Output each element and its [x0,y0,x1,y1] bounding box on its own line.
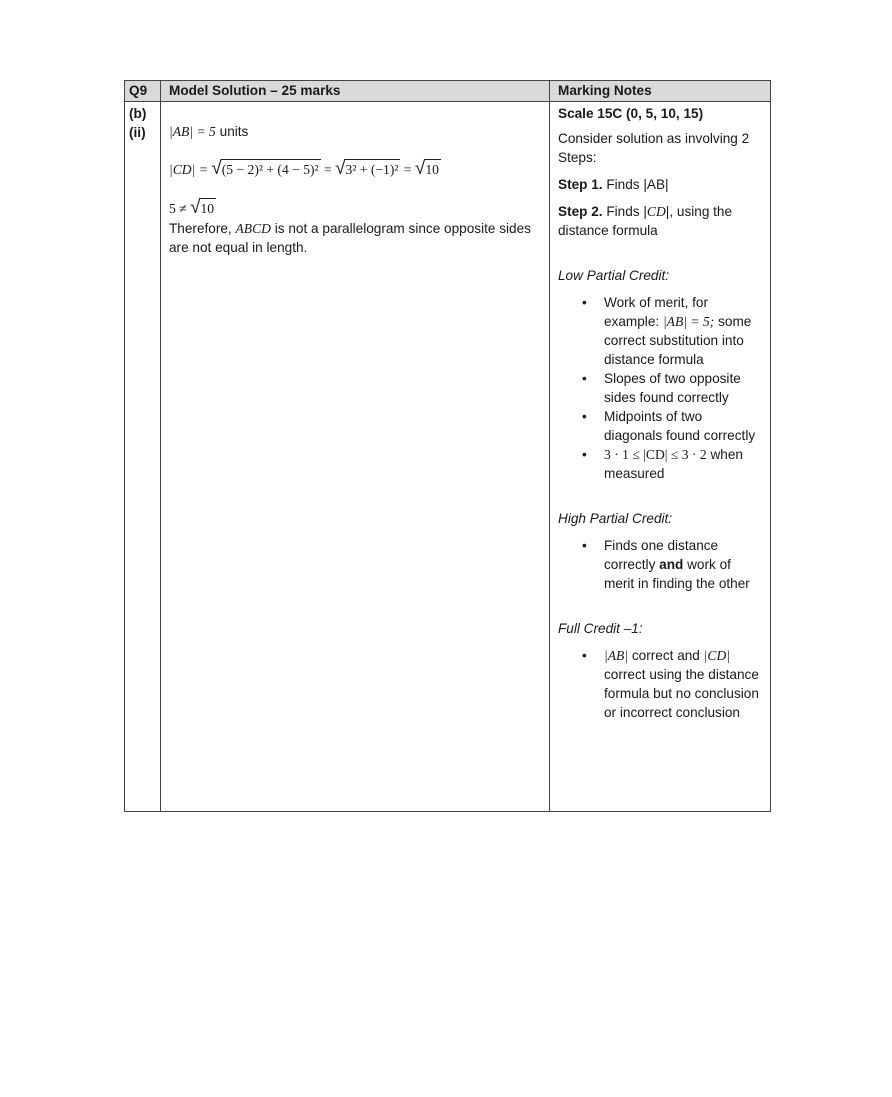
step-1: Step 1. Finds |AB| [558,177,669,192]
low-partial-credit-list [558,293,762,483]
full-credit-heading: Full Credit –1: [558,621,643,636]
marking-scheme-table [124,80,771,812]
solution-cd-line: |CD| = √(5 − 2)² + (4 − 5)² = √3² + (−1)² = √10 [169,158,439,179]
question-subpart: (ii) [129,125,146,140]
solution-cd-radicand-1: (5 − 2)² + (4 − 5)² [221,159,321,180]
header-question: Q9 [125,81,161,102]
solution-neq-radicand: 10 [200,198,217,219]
model-solution-cell [161,102,550,812]
full-credit-list [558,646,762,722]
list-item: • Midpoints of two diagonals found correctly [558,407,762,445]
solution-cd-radicand-2: 3² + (−1)² [345,159,401,180]
solution-conclusion: Therefore, ABCD is not a parallelogram since opposite sides are not equal in length. [169,221,531,255]
header-model-solution: Model Solution – 25 marks [161,81,550,102]
solution-cd-lhs: |CD| = [169,162,212,177]
list-item: • Slopes of two opposite sides found correctly [558,369,762,407]
solution-neq-line: 5 ≠ √10 [169,197,215,218]
solution-ab-math: |AB| = 5 [169,124,216,139]
high-partial-credit-list [558,536,762,593]
marking-notes-cell [550,102,771,812]
list-item: • Work of merit, for example: |AB| = 5; some correct substitution into distance formula [558,293,762,369]
solution-ab-line [169,122,541,141]
list-item: • |AB| correct and |CD| correct using the distance formula but no conclusion or incorrect conclusion [558,646,762,722]
list-item: • Finds one distance correctly and work of merit in finding the other [558,536,762,593]
low-partial-credit-heading: Low Partial Credit: [558,268,670,283]
solution-neq-lhs: 5 ≠ [169,201,191,216]
question-cell [125,102,161,812]
high-partial-credit-heading: High Partial Credit: [558,511,673,526]
header-marking-notes: Marking Notes [550,81,771,102]
scale-label: Scale 15C (0, 5, 10, 15) [558,106,704,121]
table-header-row [125,81,771,102]
solution-cd-radicand-3: 10 [424,159,441,180]
table-body-row [125,102,771,812]
solution-ab-units: units [215,124,249,139]
consider-text: Consider solution as involving 2 Steps: [558,131,750,165]
step-2: Step 2. Finds |CD|, using the distance formula [558,204,733,238]
question-part: (b) [129,106,147,121]
list-item: • 3 · 1 ≤ |CD| ≤ 3 · 2 when measured [558,445,762,483]
